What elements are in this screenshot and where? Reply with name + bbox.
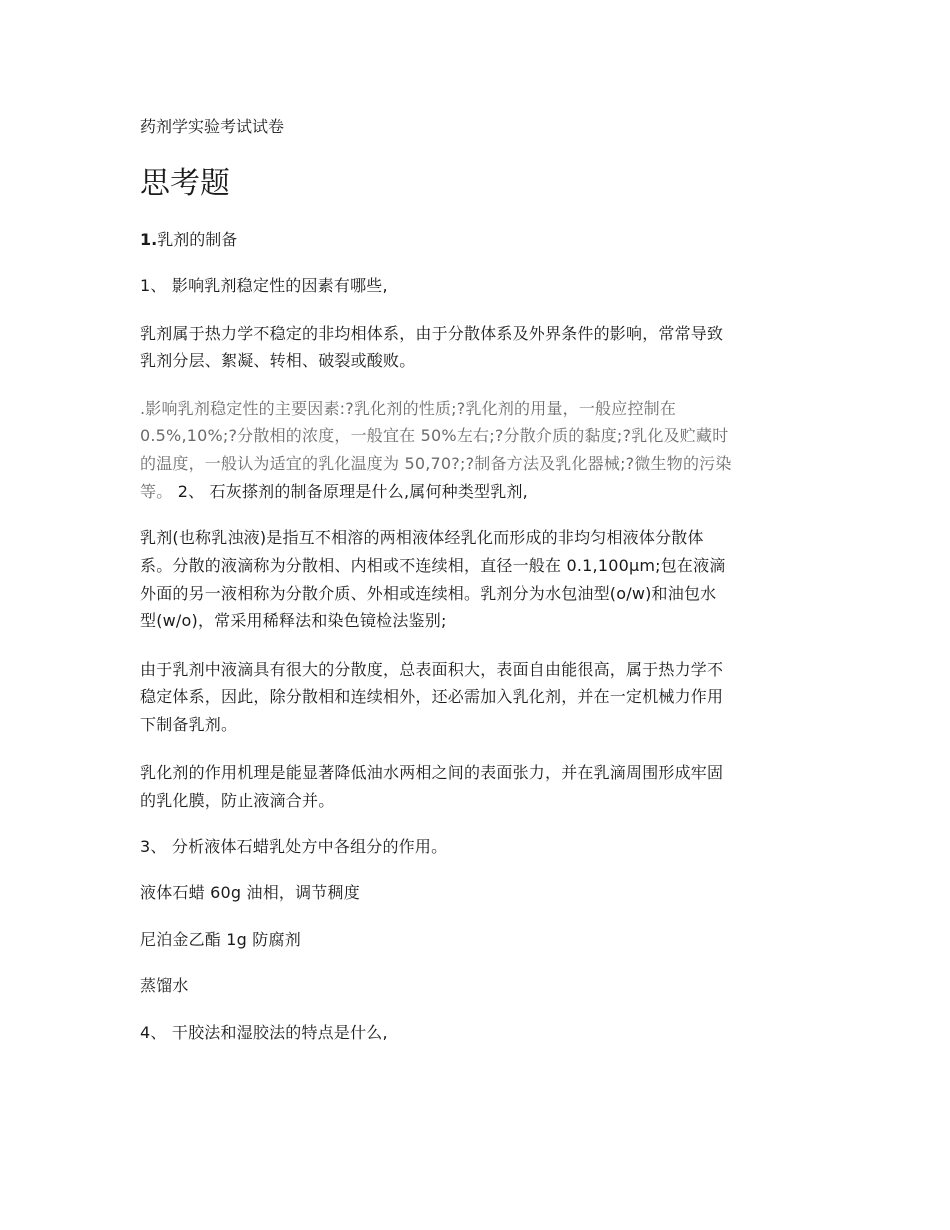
question-4: 4、 干胶法和湿胶法的特点是什么,	[140, 1023, 388, 1042]
paragraph-3-line-1: 乳剂(也称乳浊液)是指互不相溶的两相液体经乳化而形成的非均匀相液体分散体	[140, 528, 704, 547]
paragraph-5-line-1: 乳化剂的作用机理是能显著降低油水两相之间的表面张力，并在乳滴周围形成牢固	[140, 763, 724, 782]
paragraph-5-line-2: 的乳化膜，防止液滴合并。	[140, 791, 335, 810]
question-3: 3、 分析液体石蜡乳处方中各组分的作用。	[140, 837, 448, 856]
section-heading: 思考题	[140, 166, 230, 201]
question-1: 1、 影响乳剂稳定性的因素有哪些,	[140, 276, 388, 295]
paragraph-1-line-2: 乳剂分层、絮凝、转相、破裂或酸败。	[140, 351, 416, 370]
formula-item-3: 蒸馏水	[140, 976, 189, 995]
paragraph-4-line-2: 稳定体系，因此，除分散相和连续相外，还必需加入乳化剂，并在一定机械力作用	[140, 687, 724, 706]
paragraph-1-line-1: 乳剂属于热力学不稳定的非均相体系，由于分散体系及外界条件的影响，常常导致	[140, 324, 724, 343]
paragraph-2-end: 等。	[140, 482, 173, 501]
subsection-title: 乳剂的制备	[157, 230, 238, 249]
paragraph-3-line-2: 系。分散的液滴称为分散相、内相或不连续相，直径一般在 0.1,100μm;包在液滴	[140, 556, 726, 575]
question-2: 2、 石灰搽剂的制备原理是什么,属何种类型乳剂,	[172, 482, 528, 501]
paragraph-2-line-4	[140, 478, 528, 506]
subsection-number: 1.	[140, 230, 158, 249]
paragraph-2-line-3: 的温度，一般认为适宜的乳化温度为 50,70?;?制备方法及乳化器械;?微生物的污染	[140, 454, 732, 473]
paragraph-4-line-3: 下制备乳剂。	[140, 715, 238, 734]
paragraph-3-line-4: 型(w/o)，常采用稀释法和染色镜检法鉴别;	[140, 611, 447, 630]
document-title: 药剂学实验考试试卷	[140, 117, 285, 136]
paragraph-4-line-1: 由于乳剂中液滴具有很大的分散度，总表面积大，表面自由能很高，属于热力学不	[140, 660, 724, 679]
paragraph-2-line-2: 0.5%,10%;?分散相的浓度，一般宜在 50%左右;?分散介质的黏度;?乳化及贮藏时	[140, 426, 729, 445]
subsection-heading	[140, 229, 237, 251]
formula-item-2: 尼泊金乙酯 1g 防腐剂	[140, 930, 301, 949]
paragraph-3-line-3: 外面的另一液相称为分散介质、外相或连续相。乳剂分为水包油型(o/w)和油包水	[140, 584, 717, 603]
paragraph-2-line-1: .影响乳剂稳定性的主要因素:?乳化剂的性质;?乳化剂的用量，一般应控制在	[140, 399, 677, 418]
formula-item-1: 液体石蜡 60g 油相，调节稠度	[140, 883, 360, 902]
